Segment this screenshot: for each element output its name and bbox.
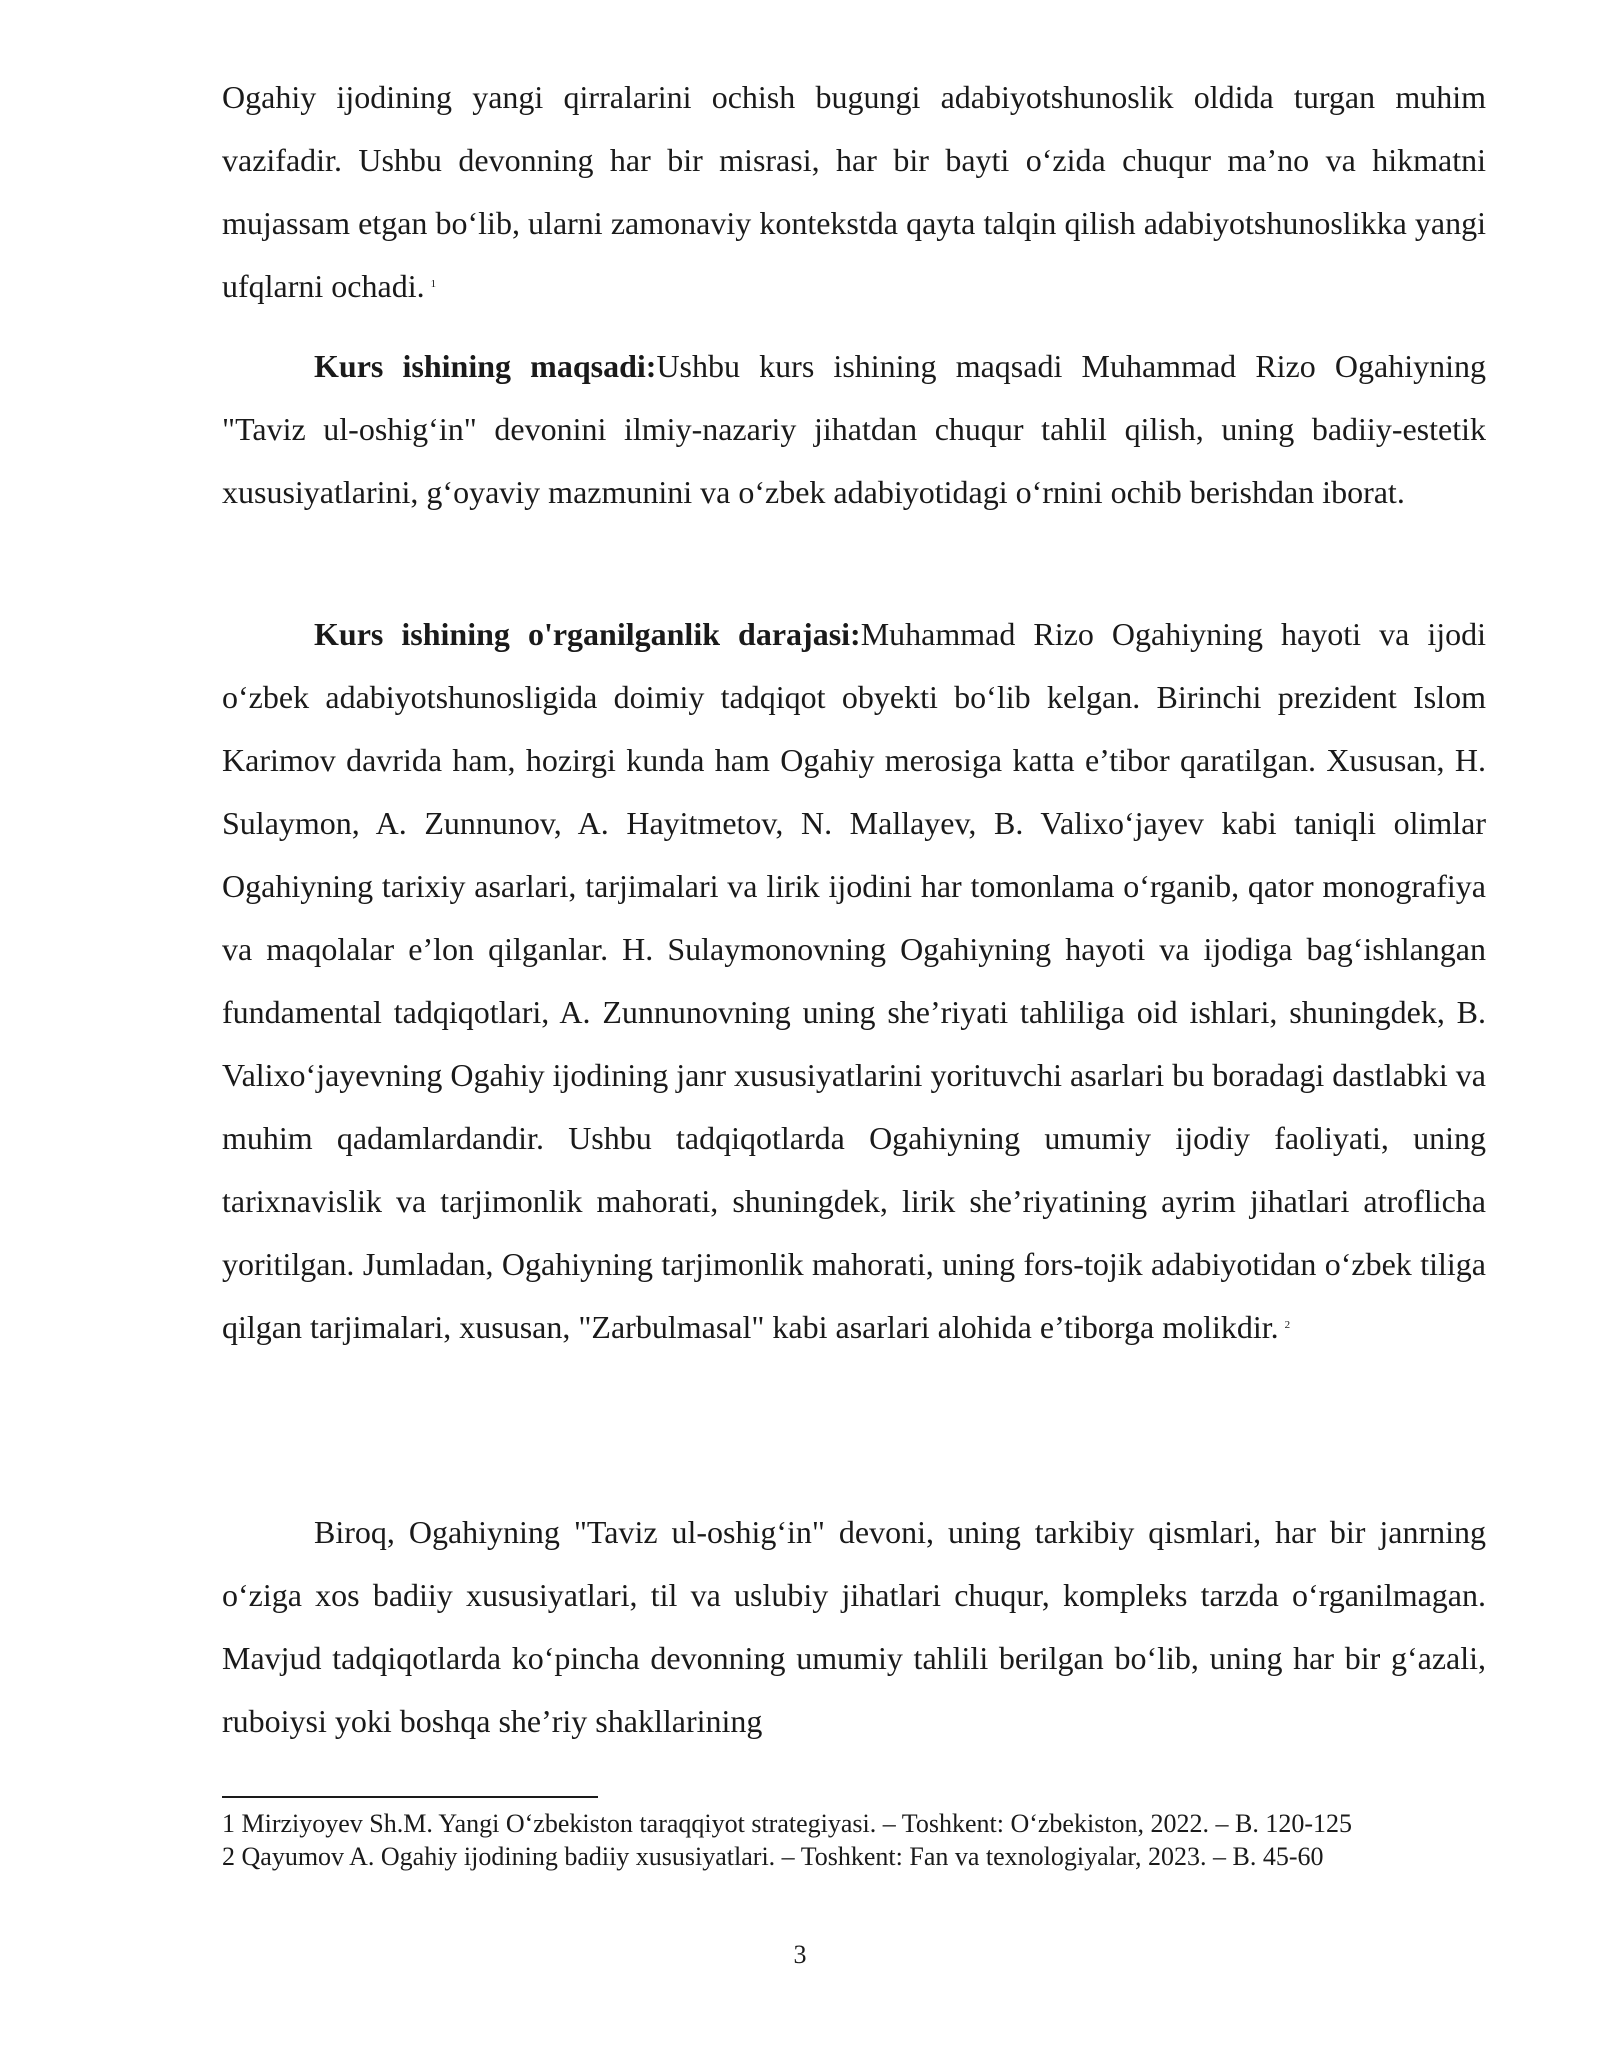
paragraph-3-text: Muhammad Rizo Ogahiyning hayoti va ijodi o‘zbek adabiyotshunosligida doimiy tadqiqot obyekti bo‘lib kelgan. Birinchi prezident Islom Karimov davrida ham, hozirgi kunda ham Ogahiy merosiga katta e’tibor qaratilgan. Xususan, H. Sulaymon, A. Zunnunov, A. Hayitmetov, N. Mallayev, B. Valixo‘jayev kabi taniqli olimlar Ogahiyning tarixiy asarlari, tarjimalari va lirik ijodini har tomonlama o‘rganib, qator monografiya va maqolalar e’lon qilganlar. H. Sulaymonovning Ogahiyning hayoti va ijodiga bag‘ishlangan fundamental tadqiqotlari, A. Zunnunovning uning she’riyati tahliliga oid ishlari, shuningdek, B. Valixo‘jayevning Ogahiy ijodining janr xususiyatlarini yorituvchi asarlari bu boradagi dastlabki va muhim qadamlardandir. Ushbu tadqiqotlarda Ogahiyning umumiy ijodiy faoliyati, uning tarixnavislik va tarjimonlik mahorati, shuningdek, lirik she’riyatining ayrim jihatlari atroflicha yoritilgan. Jumladan, Ogahiyning tarjimonlik mahorati, uning fors-tojik adabiyotidan o‘zbek tiliga qilgan tarjimalari, xususan, "Zarbulmasal" kabi asarlari alohida e’tiborga molikdir. [222,616,1487,1345]
page-number: 3 [793,1940,807,1969]
footnote-text: Mirziyoyev Sh.M. Yangi O‘zbekiston taraqqiyot strategiyasi. – Toshkent: O‘zbekiston, 2022. – B. 120-125 [241,1809,1353,1838]
paragraph-3 [222,603,1486,1359]
footnote-text: Qayumov A. Ogahiy ijodining badiiy xususiyatlari. – Toshkent: Fan va texnologiyalar, 2023. – B. 45-60 [241,1842,1324,1871]
footnote-2 [222,1840,1522,1873]
footnote-separator [222,1796,598,1798]
footnotes [222,1807,1522,1873]
paragraph-4 [222,1501,1486,1753]
paragraph-1 [222,66,1486,318]
paragraph-4-text: Biroq, Ogahiyning "Taviz ul-oshig‘in" devoni, uning tarkibiy qismlari, har bir janrning o‘ziga xos badiiy xususiyatlari, til va uslubiy jihatlari chuqur, kompleks tarzda o‘rganilmagan. Mavjud tadqiqotlarda ko‘pincha devonning umumiy tahlili berilgan bo‘lib, uning har bir g‘azali, ruboiysi yoki boshqa she’riy shakllarining [222,1514,1486,1739]
footnote-ref-2[interactable]: 2 [1284,1319,1291,1331]
footnote-1 [222,1807,1522,1840]
paragraph-3-heading: Kurs ishining o'rganilganlik darajasi: [314,616,861,652]
footnote-ref-1[interactable]: 1 [430,278,437,290]
paragraph-2-heading: Kurs ishining maqsadi: [314,348,657,384]
footnote-number: 2 [222,1842,235,1871]
paragraph-1-text: Ogahiy ijodining yangi qirralarini ochish bugungi adabiyotshunoslik oldida turgan muhim vazifadir. Ushbu devonning har bir misrasi, har bir bayti o‘zida chuqur ma’no va hikmatni mujassam etgan bo‘lib, ularni zamonaviy kontekstda qayta talqin qilish adabiyotshunoslikka yangi ufqlarni ochadi. [222,79,1486,304]
footnote-number: 1 [222,1809,235,1838]
paragraph-2-text: Ushbu kurs ishining maqsadi Muhammad Rizo Ogahiyning "Taviz ul-oshig‘in" devonini ilmiy-nazariy jihatdan chuqur tahlil qilish, uning badiiy-estetik xususiyatlarini, g‘oyaviy mazmunini va o‘zbek adabiyotidagi o‘rnini ochib berishdan iborat. [222,348,1487,510]
paragraph-2 [222,335,1486,524]
